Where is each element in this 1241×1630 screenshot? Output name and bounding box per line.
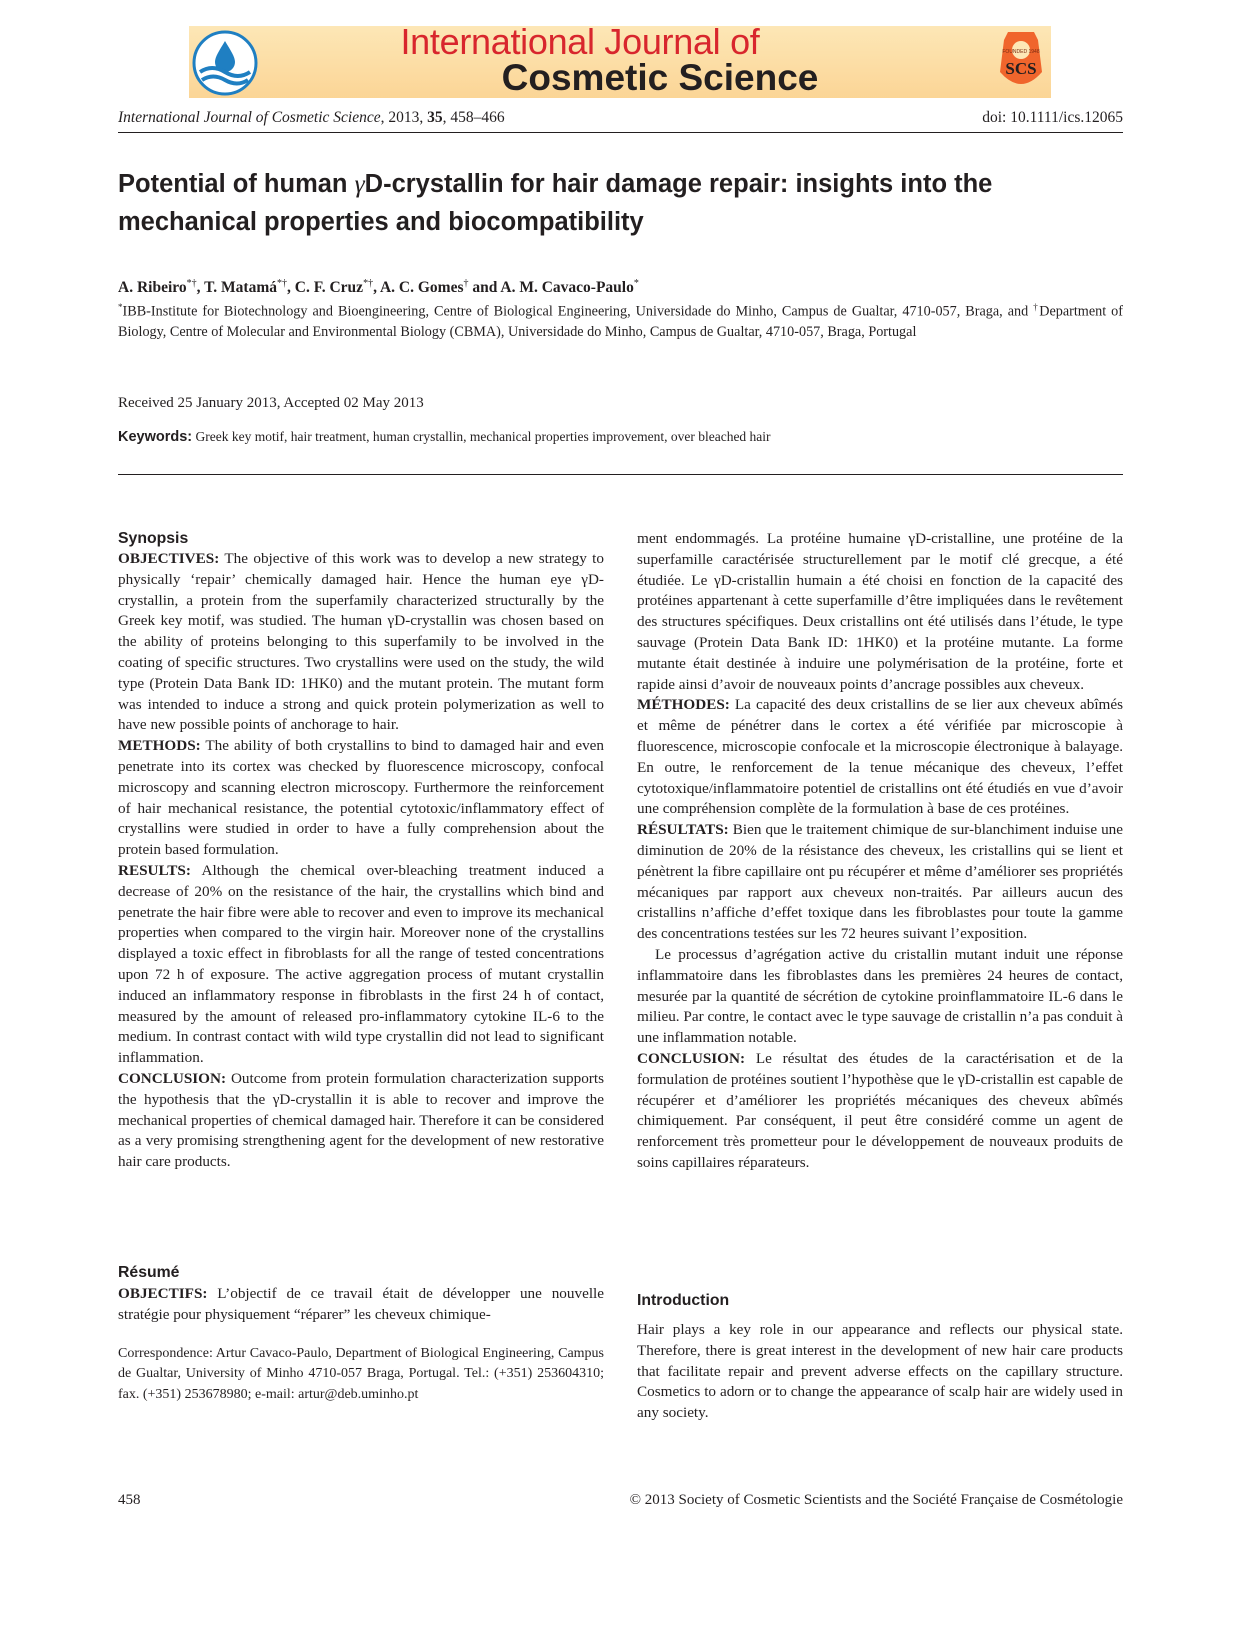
author-affiliations: *IBB-Institute for Biotechnology and Bioengineering, Centre of Biological Engineering, Universidade do Minho, Campus de Gualtar, 4710-057, Braga, and †Department of Biology, Centre of Molecular and Environmental Biology (CBMA), Universidade do Minho, Campus de Gualtar, 4710-057, Braga, Portugal — [118, 302, 1123, 340]
volume-number: 35 — [427, 109, 443, 126]
article-title: Potential of human γD-crystallin for hair damage repair: insights into the mechanical properties and biocompatibility — [118, 169, 993, 236]
received-accepted-dates: Received 25 January 2013, Accepted 02 May 2013 — [118, 395, 424, 411]
svg-text:FOUNDED 1948: FOUNDED 1948 — [1002, 49, 1040, 55]
author-list: A. Ribeiro*†, T. Matamá*†, C. F. Cruz*†, A. C. Gomes† and A. M. Cavaco-Paulo* — [118, 278, 639, 297]
resume-resultats: RÉSULTATS: Bien que le traitement chimique de sur-blanchiment induise une diminution de 20% de la résistance des cheveux, les cristallins qui se lient et pénètrent la fibre capillaire ont pu récupérer et même d’améliorer ses propriétés mécaniques par rapport aux cheveux non-traités. Par ailleurs aucun des cristallins n’affiche d’effet toxique dans les fibroblastes pour toute la gamme des concentrations testées sur les 72 heures suivant l’exposition. — [637, 821, 1123, 943]
doi-link[interactable]: doi: 10.1111/ics.12065 — [982, 109, 1123, 126]
keywords: Keywords: Greek key motif, hair treatment, human crystallin, mechanical properties improvement, over bleached hair — [118, 429, 771, 445]
svg-text:SCS: SCS — [1005, 59, 1037, 78]
copyright-notice: © 2013 Society of Cosmetic Scientists and the Société Française de Cosmétologie — [629, 1492, 1123, 1508]
abstract-divider — [118, 474, 1123, 475]
page-number: 458 — [118, 1492, 141, 1508]
synopsis-results: RESULTS: Although the chemical over-bleaching treatment induced a decrease of 20% on the resistance of the hair, the crystallins which bind and penetrate the hair fibre were able to recover and even to improve its mechanical properties when compared to the virgin hair. Moreover none of the crystallins displayed a toxic effect in fibroblasts for all the range of tested concentrations upon 72 h of exposure. The active aggregation process of mutant crystallin induced an inflammatory response in fibroblasts in the first 24 h of contact, measured by the amount of released pro-inflammatory cytokine IL-6 to the medium. In contrast contact with wild type crystallin did not lead to significant inflammation. — [118, 861, 604, 1067]
journal-title-line1: International Journal of — [400, 21, 760, 62]
synopsis-conclusion: CONCLUSION: Outcome from protein formulation characterization supports the hypothesis that the γD-crystallin it is able to recover and improve the mechanical properties of chemical damaged hair. Therefore it can be considered as a very promising strengthening agent for the development of new restorative hair care products. — [118, 1069, 604, 1171]
resume-objectifs-start: OBJECTIFS: L’objectif de ce travail était de développer une nouvelle stratégie pour physiquement “réparer” les cheveux chimique- — [118, 1285, 604, 1323]
resume-section — [637, 529, 1123, 1174]
resume-heading: Résumé — [118, 1264, 180, 1281]
synopsis-heading: Synopsis — [118, 530, 189, 547]
introduction-heading: Introduction — [637, 1292, 730, 1309]
resume-conclusion: CONCLUSION: Le résultat des études de la caractérisation et de la formulation de protéines soutient l’hypothèse que le γD-cristallin est capable de récupérer et d’améliorer les propriétés mécaniques des cheveux abîmés chimiquement. Par conséquent, il peut être considéré comme un agent de renforcement très prometteur pour le développement de nouveaux produits de soins capillaires réparateurs. — [637, 1049, 1123, 1171]
synopsis-methods: METHODS: The ability of both crystallins to bind to damaged hair and even penetrate into its cortex was checked by fluorescence microscopy, confocal microscopy and scanning electron microscopy. Furthermore the reinforcement of hair mechanical resistance, the potential cytotoxic/inflammatory effect of crystallins were studied in order to have a fully comprehension about the protein based formulation. — [118, 737, 604, 859]
water-drop-logo-icon — [192, 30, 258, 96]
journal-title-line2: Cosmetic Science — [501, 57, 819, 98]
citation-line: International Journal of Cosmetic Science, 2013, 35, 458–466 — [118, 109, 505, 126]
synopsis-section — [118, 528, 604, 1173]
header-divider — [118, 132, 1123, 133]
synopsis-objectives: OBJECTIVES: The objective of this work was to develop a new strategy to physically ‘repair’ chemically damaged hair. Hence the human eye γD-crystallin, a protein from the superfamily characterized structurally by the Greek key motif, was studied. The human γD-crystallin was chosen based on the ability of proteins belonging to this superfamily to be involved in the coating of specific structures. Two crystallins were used on the study, the wild type (Protein Data Bank ID: 1HK0) and the mutant protein. The mutant form was intended to induce a strong and quick protein polymerization as well to have new possible points of anchorage to hair. — [118, 550, 604, 734]
introduction-body: Hair plays a key role in our appearance and reflects our physical state. Therefore, there is great interest in the development of new hair care products that facilitate repair and prevent adverse effects on the capillary structure. Cosmetics to adorn or to change the appearance of scalp hair are widely used in any society. — [637, 1321, 1123, 1422]
correspondence-note: Correspondence: Artur Cavaco-Paulo, Department of Biological Engineering, Campus de Gualtar, University of Minho 4710-057 Braga, Portugal. Tel.: (+351) 253604310; fax. (+351) 253678980; e-mail: artur@deb.uminho.pt — [118, 1346, 604, 1402]
resume-objectifs-cont: ment endommagés. La protéine humaine γD-cristalline, une protéine de la superfamille caractérisée structurellement par le motif clé grecque, a été étudiée. Le γD-cristallin humain a été choisi en fonction de la capacité des protéines appartenant à cette superfamille d’être impliquées dans le revêtement des structures spécifiques. Deux cristallins ont été utilisés dans l’étude, le type sauvage (Protein Data Bank ID: 1HK0) et la protéine mutante. La forme mutante était destinée à induire une polymérisation de la protéine, forte et rapide ainsi d’avoir de nouveaux points d’ancrage possibles aux cheveux. — [637, 530, 1123, 693]
resume-methodes: MÉTHODES: La capacité des deux cristallins de se lier aux cheveux abîmés et même de pénétrer dans le cortex a été vérifiée par microscopie à fluorescence, microscopie confocale et la microscopie électronique à balayage. En outre, le renforcement de la tenue mécanique des cheveux, l’effet cytotoxique/inflammatoire potentiel de cristallins ont été étudiés en vue d’avoir une compréhension complète de la formulation à base de ces protéines. — [637, 696, 1124, 818]
scs-society-seal-icon — [994, 28, 1048, 98]
resume-processus: Le processus d’agrégation active du cristallin mutant induit une réponse inflammatoire dans les fibroblastes dans les premières 24 heures de contact, mesurée par la quantité de sécrétion de cytokine proinflammatoire IL-6 dans le milieu. Par contre, le contact avec le type sauvage de cristallin n’a pas conduit à une inflammation notable. — [637, 945, 1123, 1047]
